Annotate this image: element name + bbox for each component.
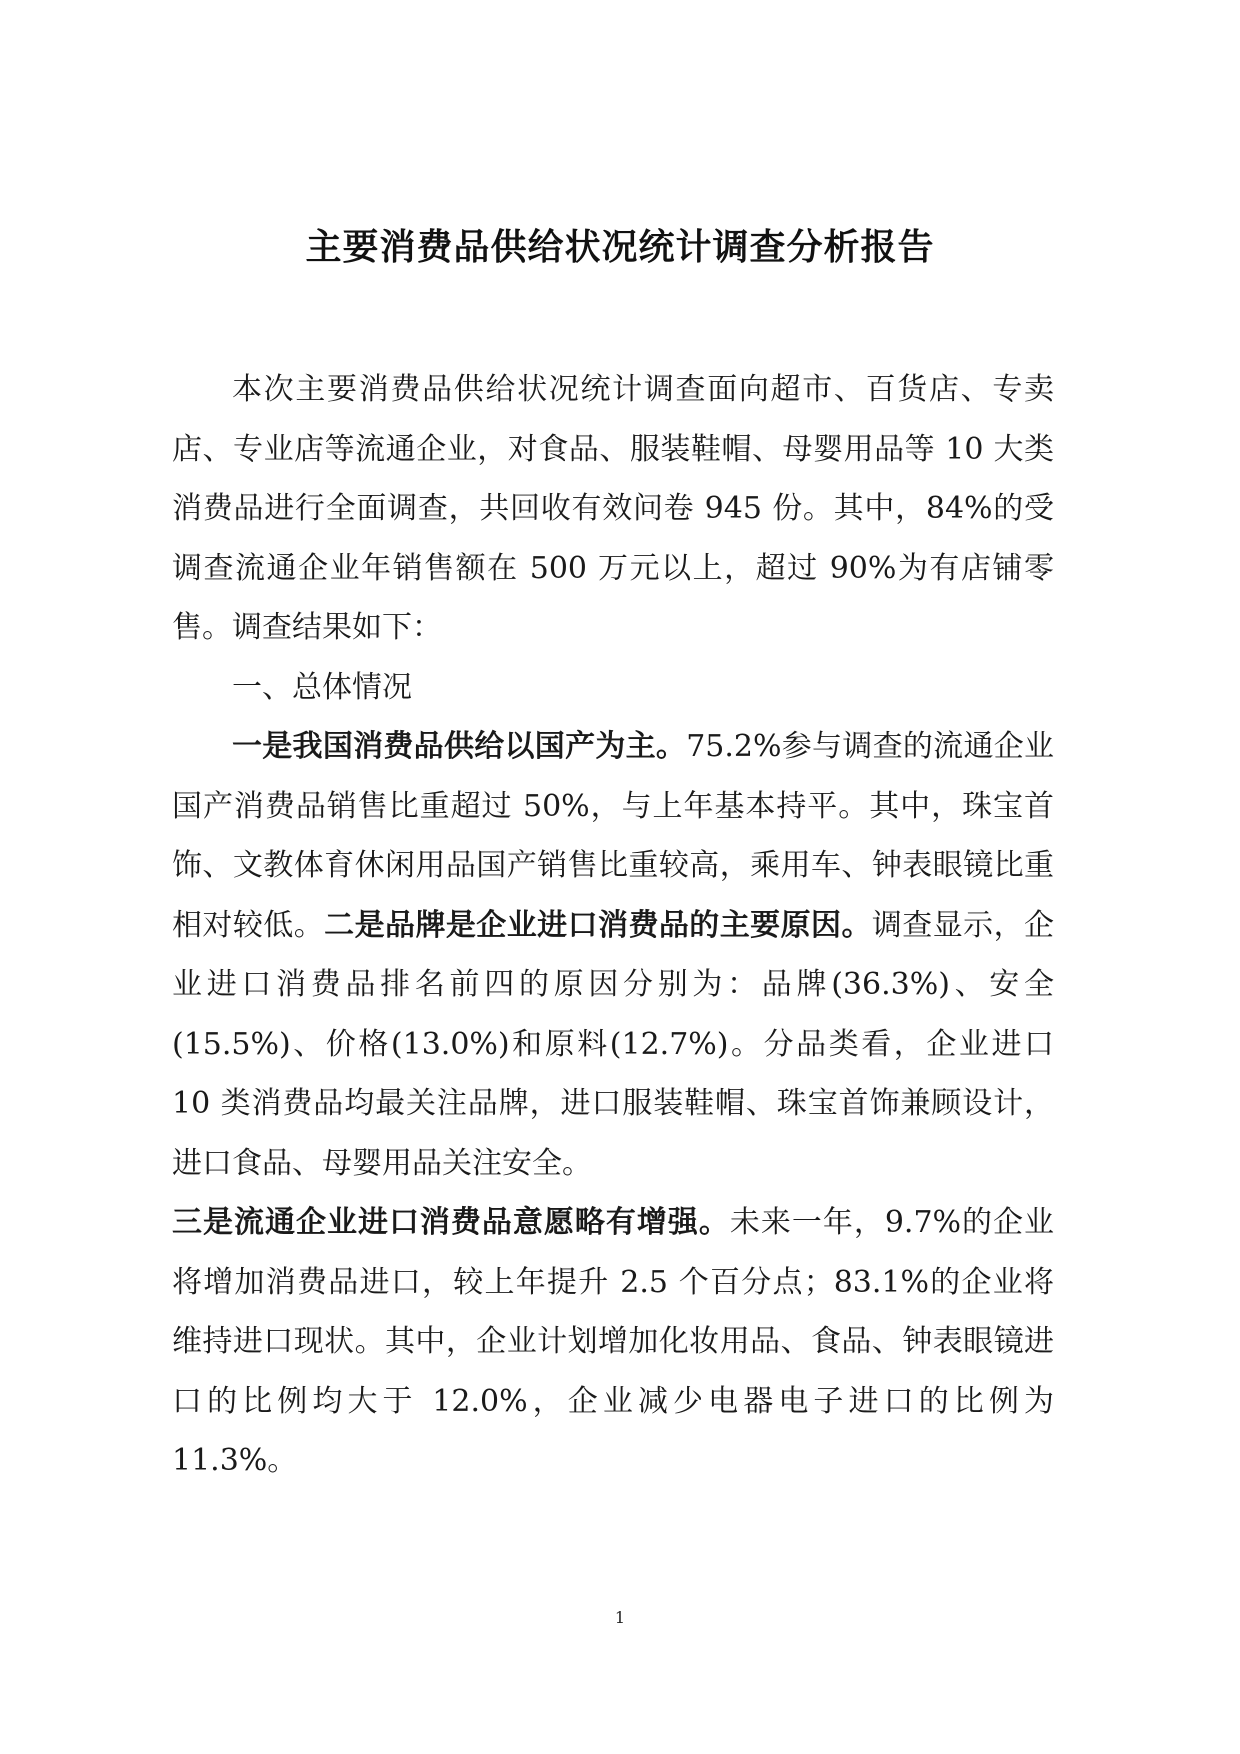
point3-text: 未来一年，9.7%的企业将增加消费品进口，较上年提升 2.5 个百分点；83.1%的企业将维持进口现状。其中，企业计划增加化妆用品、食品、钟表眼镜进口的比例均大于 12.0%，企业减少电器电子进口的比例为 11.3%。 [172,1205,1055,1478]
summary-paragraph [172,717,1054,1193]
page-number: 1 [614,1608,626,1627]
point3-paragraph [172,1193,1054,1491]
point1-heading: 一是我国消费品供给以国产为主。 [232,729,687,764]
point2-text: 调查显示，企业进口消费品排名前四的原因分别为：品牌(36.3%)、安全(15.5%)、价格(13.0%)和原料(12.7%)。分品类看，企业进口 10 类消费品均最关注品牌，进口服装鞋帽、珠宝首饰兼顾设计，进口食品、母婴用品关注安全。 [172,907,1055,1181]
point3-heading: 三是流通企业进口消费品意愿略有增强。 [172,1205,730,1240]
document-body [172,360,1054,1491]
document-title: 主要消费品供给状况统计调查分析报告 [305,227,935,268]
section-heading: 一、总体情况 [232,669,412,705]
point2-heading: 二是品牌是企业进口消费品的主要原因。 [324,907,872,943]
intro-paragraph: 本次主要消费品供给状况统计调查面向超市、百货店、专卖店、专业店等流通企业，对食品、服装鞋帽、母婴用品等 10 大类消费品进行全面调查，共回收有效问卷 945 份。其中，84%的受调查流通企业年销售额在 500 万元以上，超过 90%为有店铺零售。调查结果如下： [172,372,1054,645]
point1-text: 75.2%参与调查的流通企业国产消费品销售比重超过 50%，与上年基本持平。其中，珠宝首饰、文教体育休闲用品国产销售比重较高，乘用车、钟表眼镜比重相对较低。 [172,729,1054,943]
